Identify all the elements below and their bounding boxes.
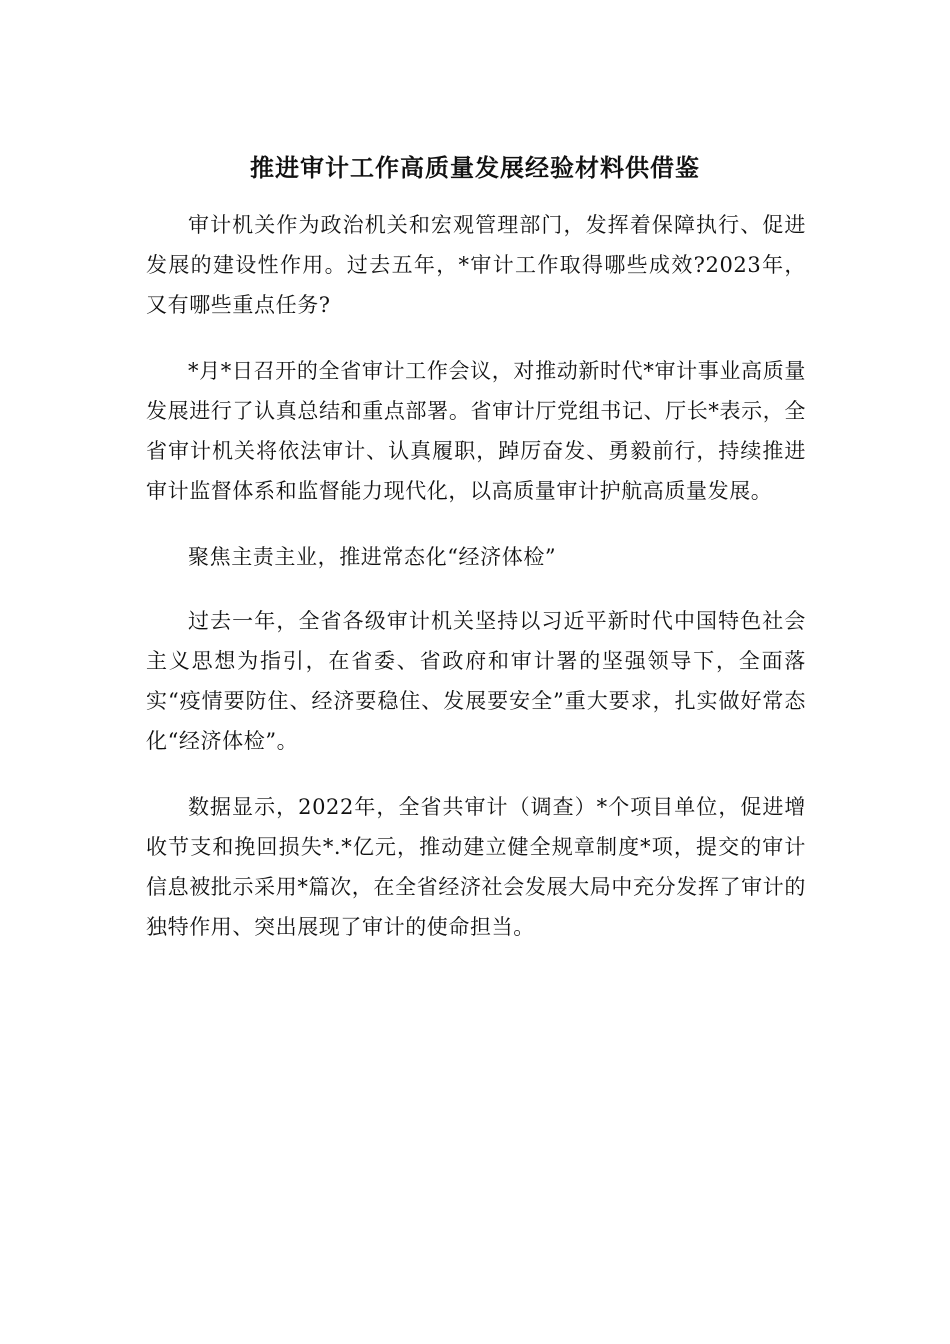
document-title: 推进审计工作高质量发展经验材料供借鉴 [250,153,700,182]
paragraph-review: 过去一年，全省各级审计机关坚持以习近平新时代中国特色社会主义思想为指引，在省委、省政府和审计署的坚强领导下，全面落实“疫情要防住、经济要稳住、发展要安全”重大要求，扎实做好常态化“经济体检”。 [146,609,806,753]
paragraph-intro: 审计机关作为政治机关和宏观管理部门，发挥着保障执行、促进发展的建设性作用。过去五年，*审计工作取得哪些成效?2023年，又有哪些重点任务? [146,213,806,317]
paragraph-meeting: *月*日召开的全省审计工作会议，对推动新时代*审计事业高质量发展进行了认真总结和重点部署。省审计厅党组书记、厅长*表示，全省审计机关将依法审计、认真履职，踔厉奋发、勇毅前行，持续推进审计监督体系和监督能力现代化，以高质量审计护航高质量发展。 [146,359,806,503]
section-heading: 聚焦主责主业，推进常态化“经济体检” [188,545,557,569]
paragraph-data: 数据显示，2022年，全省共审计（调查）*个项目单位，促进增收节支和挽回损失*.*亿元，推动建立健全规章制度*项，提交的审计信息被批示采用*篇次，在全省经济社会发展大局中充分发挥了审计的独特作用、突出展现了审计的使命担当。 [146,795,806,939]
document-body [146,205,806,973]
